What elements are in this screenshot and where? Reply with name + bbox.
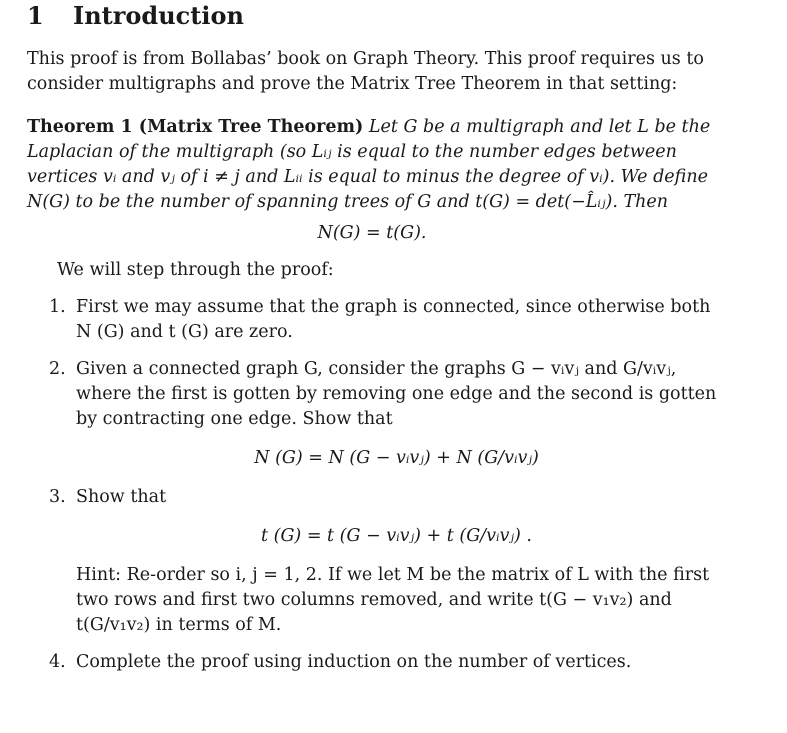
theorem-block — [27, 115, 717, 215]
intro-paragraph: This proof is from Bollabas’ book on Graph Theory. This proof requires us to consider multigraphs and prove the Matrix Tree Theorem in that setting: — [27, 49, 704, 94]
section-title: Introduction — [73, 1, 244, 30]
theorem-statement: Let G be a multigraph and let L be the Laplacian of the multigraph (so Lᵢⱼ is equal to the number edges between vertices vᵢ and vⱼ of i ≠ j and Lᵢᵢ is equal to minus the degree of vᵢ). We define N(G) to be the number of spanning trees of G and t(G) = det(−L̂ᵢⱼ). Then — [27, 117, 711, 212]
document-page — [27, 0, 717, 675]
theorem-label: Theorem 1 (Matrix Tree Theorem) — [27, 117, 364, 137]
step-text: Complete the proof using induction on the number of vertices. — [76, 652, 632, 672]
step-text: First we may assume that the graph is connected, since otherwise both N (G) and t (G) are zero. — [76, 297, 711, 342]
step-equation: N (G) = N (G − vᵢvⱼ) + N (G/vᵢvⱼ) — [254, 448, 539, 468]
step-hint: Hint: Re-order so i, j = 1, 2. If we let M be the matrix of L with the first two rows and first two columns removed, and write t(G − v₁v₂) and t(G/v₁v₂) in terms of M. — [76, 565, 710, 635]
step-text: Given a connected graph G, consider the graphs G − vᵢvⱼ and G/vᵢvⱼ, where the first is gotten by removing one edge and the second is gotten by contracting one edge. Show that — [76, 359, 717, 429]
list-item — [27, 295, 717, 345]
list-item — [27, 650, 717, 675]
section-number: 1 — [27, 1, 44, 30]
list-item — [27, 485, 717, 638]
section-heading — [27, 0, 717, 31]
step-number: 3. — [49, 487, 66, 507]
step-equation: t (G) = t (G − vᵢvⱼ) + t (G/vᵢvⱼ) . — [261, 526, 532, 546]
proof-steps-list — [27, 295, 717, 675]
step-number: 4. — [49, 652, 66, 672]
step-text: Show that — [76, 487, 167, 507]
step-number: 2. — [49, 359, 66, 379]
lead-in-paragraph: We will step through the proof: — [57, 260, 334, 280]
list-item — [27, 357, 717, 471]
theorem-equation: N(G) = t(G). — [317, 223, 427, 243]
step-number: 1. — [49, 297, 66, 317]
